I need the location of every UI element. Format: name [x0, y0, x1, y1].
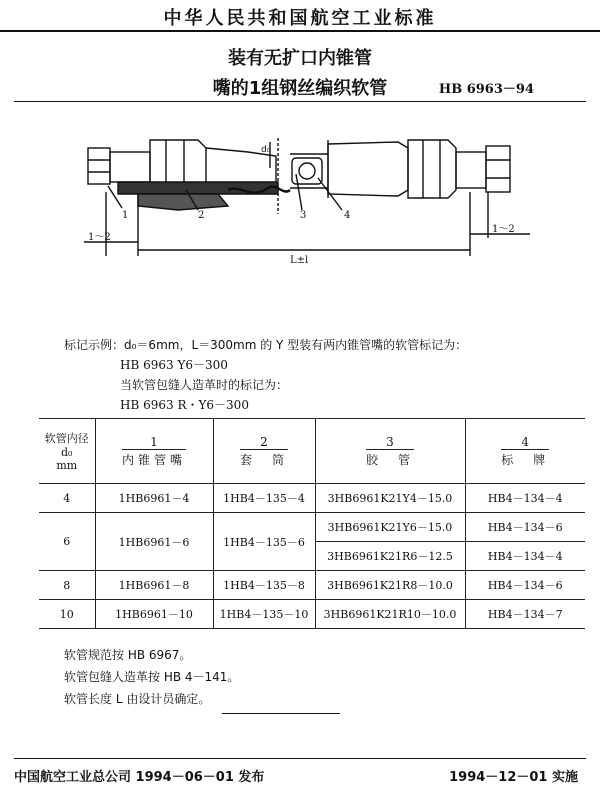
table-row — [39, 513, 585, 542]
callout-2: 2 — [198, 210, 205, 221]
effective-date: 1994－12－01 实施 — [449, 770, 578, 785]
doc-title-line2: 嘴的1组钢丝编织软管 — [212, 78, 388, 99]
cell-c2: 1HB4－135－8 — [213, 571, 315, 600]
col-header-3: 3 胶 管 — [315, 419, 465, 484]
cell-c4: HB4－134－6 — [465, 513, 585, 542]
footer-rule — [14, 758, 586, 759]
right-nut-hex — [486, 146, 510, 192]
cell-c4: HB4－134－4 — [465, 542, 585, 571]
hose-assembly-drawing — [78, 130, 538, 270]
cell-c3: 3HB6961K21Y4－15.0 — [315, 484, 465, 513]
cell-d0: 4 — [39, 484, 95, 513]
table-header-row — [39, 419, 585, 484]
col-header-4: 4 标 牌 — [465, 419, 585, 484]
cell-c3: 3HB6961K21R6－12.5 — [315, 542, 465, 571]
cell-c2: 1HB4－135－4 — [213, 484, 315, 513]
title-rule — [14, 101, 586, 102]
parts-table — [39, 418, 585, 629]
example-line2: HB 6963 Y6－300 — [120, 358, 228, 372]
cell-d0: 10 — [39, 600, 95, 629]
cell-d0: 8 — [39, 571, 95, 600]
end-rule — [222, 713, 340, 714]
dim-length-label: L±l — [290, 255, 309, 266]
callout-1: 1 — [122, 210, 129, 221]
doc-title-line1: 装有无扩口内锥管 — [228, 48, 372, 69]
callout-3: 3 — [300, 210, 307, 221]
cell-c1: 1HB6961－8 — [95, 571, 213, 600]
cell-c2: 1HB4－135－6 — [213, 513, 315, 571]
standard-header: 中华人民共和国航空工业标准 — [163, 8, 437, 29]
table-row — [39, 484, 585, 513]
d0-label: d₀ — [261, 145, 271, 155]
cell-c4: HB4－134－6 — [465, 571, 585, 600]
note-2: 软管包缝人造革按 HB 4－141。 — [64, 670, 240, 684]
example-line1: 标记示例：d₀＝6mm，L＝300mm 的 Y 型装有两内锥管嘴的软管标记为： — [64, 338, 468, 352]
dim-right-label: 1～2 — [492, 224, 515, 235]
corner-line2: d₀ — [61, 446, 73, 459]
header-rule — [0, 30, 600, 32]
cell-c2: 1HB4－135－10 — [213, 600, 315, 629]
left-nut-hex — [88, 148, 110, 184]
standard-number: HB 6963－94 — [438, 82, 534, 97]
cell-c3: 3HB6961K21R10－10.0 — [315, 600, 465, 629]
right-socket — [408, 140, 456, 198]
cell-c4: HB4－134－7 — [465, 600, 585, 629]
cell-c3: 3HB6961K21R8－10.0 — [315, 571, 465, 600]
cell-c4: HB4－134－4 — [465, 484, 585, 513]
col-header-1: 1 内锥管嘴 — [95, 419, 213, 484]
example-line4: HB 6963 R・Y6－300 — [120, 398, 249, 412]
note-1: 软管规范按 HB 6967。 — [64, 648, 192, 662]
callout-4: 4 — [344, 210, 351, 221]
cell-c1: 1HB6961－4 — [95, 484, 213, 513]
table-row — [39, 600, 585, 629]
corner-line1: 软管内径 — [44, 432, 89, 445]
cell-d0: 6 — [39, 513, 95, 571]
cell-c1: 1HB6961－6 — [95, 513, 213, 571]
col-header-2: 2 套 筒 — [213, 419, 315, 484]
issue-date: 中国航空工业总公司 1994－06－01 发布 — [14, 770, 265, 785]
table-row — [39, 571, 585, 600]
cell-c1: 1HB6961－10 — [95, 600, 213, 629]
example-line3: 当软管包缝人造革时的标记为： — [120, 378, 289, 392]
note-3: 软管长度 L 由设计员确定。 — [64, 692, 211, 706]
right-sleeve — [328, 142, 408, 196]
dim-left-label: 1～2 — [88, 232, 111, 243]
header-corner — [39, 419, 95, 484]
cell-c3: 3HB6961K21Y6－15.0 — [315, 513, 465, 542]
corner-line3: mm — [56, 459, 78, 472]
